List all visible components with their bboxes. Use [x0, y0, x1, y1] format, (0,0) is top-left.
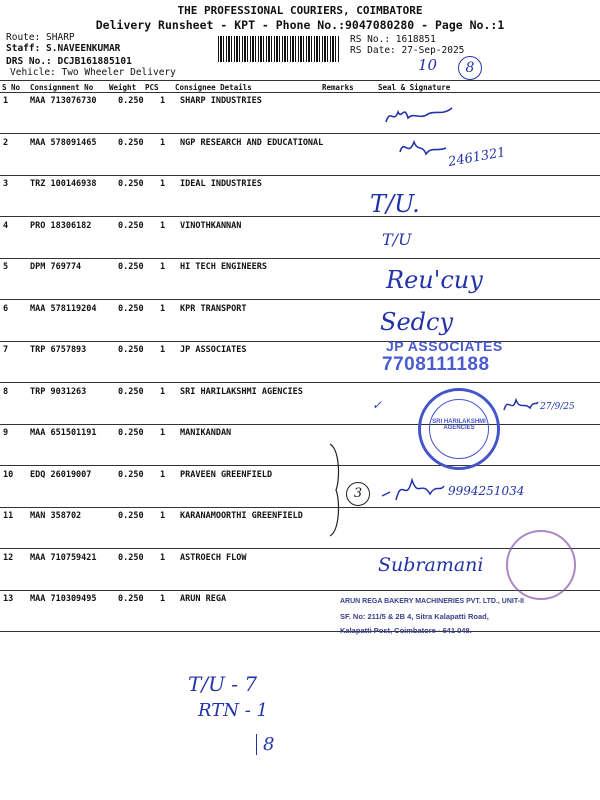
col-sno: S No [2, 83, 21, 92]
row-divider [0, 216, 600, 217]
row-divider [0, 507, 600, 508]
row-sno: 13 [3, 594, 14, 604]
row-pcs: 1 [160, 345, 166, 355]
row-pcs: 1 [160, 221, 166, 231]
row-pcs: 1 [160, 470, 166, 480]
row-sno: 9 [3, 428, 9, 438]
round-seal-row8-text: SRI HARILAKSHMI AGENCIES [432, 419, 486, 431]
stamp-row13-line2: SF. No: 211/5 & 2B 4, Sitra Kalapatti Road, [340, 612, 489, 621]
row-pcs: 1 [160, 511, 166, 521]
table-row [0, 511, 600, 525]
row-weight: 0.250 [118, 428, 144, 438]
stamp-row7-phone: 7708111188 [382, 354, 490, 375]
row-sno: 8 [3, 387, 9, 397]
stamp-row7-name: JP ASSOCIATES [386, 338, 503, 354]
row-consignment-no: EDQ 26019007 [30, 470, 92, 480]
bracket-mark [326, 440, 346, 540]
row-sno: 11 [3, 511, 14, 521]
col-signature: Seal & Signature [378, 83, 451, 92]
bracket-circled-note: 3 [346, 482, 370, 506]
row-consignee: SHARP INDUSTRIES [180, 96, 262, 106]
row-pcs: 1 [160, 553, 166, 563]
round-seal-row12 [506, 530, 576, 600]
row-sno: 4 [3, 221, 9, 231]
row-consignee: IDEAL INDUSTRIES [180, 179, 262, 189]
row-consignee: HI TECH ENGINEERS [180, 262, 267, 272]
signature-row10-phone: 9994251034 [448, 484, 525, 498]
row-consignee: MANIKANDAN [180, 428, 232, 438]
row-weight: 0.250 [118, 179, 144, 189]
vehicle-label: Vehicle: Two Wheeler Delivery [10, 67, 176, 78]
signature-row4: T/U [382, 230, 412, 249]
row-weight: 0.250 [118, 387, 144, 397]
row-consignment-no: PRO 18306182 [30, 221, 92, 231]
barcode [218, 36, 340, 62]
table-row [0, 470, 600, 484]
row-consignment-no: MAA 578091465 [30, 138, 97, 148]
row-sno: 1 [3, 96, 9, 106]
row-consignment-no: MAA 713076730 [30, 96, 97, 106]
signature-row8 [500, 392, 540, 418]
company-title: THE PROFESSIONAL COURIERS, COIMBATORE [177, 4, 423, 17]
handwritten-count-note: 10 [418, 56, 438, 74]
row-pcs: 1 [160, 304, 166, 314]
table-row [0, 304, 600, 318]
table-row [0, 221, 600, 235]
table-row [0, 345, 600, 359]
row-sno: 5 [3, 262, 9, 272]
row-divider [0, 258, 600, 259]
row-pcs: 1 [160, 179, 166, 189]
table-row [0, 138, 600, 152]
drs-number: DRS No.: DCJB161885101 [6, 56, 132, 67]
row-weight: 0.250 [118, 345, 144, 355]
route-label: Route: SHARP [6, 32, 75, 43]
col-weight: Weight [109, 83, 137, 92]
row-divider [0, 299, 600, 300]
row-consignee: JP ASSOCIATES [180, 345, 247, 355]
table-row [0, 96, 600, 110]
table-row [0, 428, 600, 442]
signature-row2-number: 2461321 [447, 145, 507, 170]
row-divider [0, 175, 600, 176]
bottom-note-total: 8 [256, 734, 274, 755]
row-consignee: PRAVEEN GREENFIELD [180, 470, 273, 480]
signature-row8-date: 27/9/25 [540, 402, 575, 412]
row-sno: 2 [3, 138, 9, 148]
bottom-note-rtn: RTN - 1 [198, 700, 268, 721]
row-consignee: ASTROECH FLOW [180, 553, 247, 563]
row-consignment-no: TRP 9031263 [30, 387, 87, 397]
row-pcs: 1 [160, 594, 166, 604]
row-divider [0, 382, 600, 383]
row-divider [0, 341, 600, 342]
row-divider [0, 590, 600, 591]
col-consignment: Consignment No [30, 83, 94, 92]
bottom-note-tu: T/U - 7 [188, 672, 258, 696]
row-divider [0, 133, 600, 134]
row-divider [0, 465, 600, 466]
row-consignment-no: MAN 358702 [30, 511, 82, 521]
row-sno: 3 [3, 179, 9, 189]
signature-row3: T/U. [370, 190, 420, 218]
rs-date: RS Date: 27-Sep-2025 [350, 45, 465, 56]
row-sno: 12 [3, 553, 14, 563]
row-sno: 10 [3, 470, 14, 480]
row-consignment-no: DPM 769774 [30, 262, 82, 272]
row-weight: 0.250 [118, 262, 144, 272]
row-pcs: 1 [160, 428, 166, 438]
signature-row1 [380, 100, 460, 130]
row-consignee: NGP RESEARCH AND EDUCATIONAL [180, 138, 324, 148]
col-remarks: Remarks [322, 83, 354, 92]
signature-row12: Subramani [378, 554, 484, 576]
row-sno: 7 [3, 345, 9, 355]
row-weight: 0.250 [118, 221, 144, 231]
row-weight: 0.250 [118, 96, 144, 106]
stamp-row13-line3: Kalapatti Post, Coimbatore - 641 048. [340, 626, 472, 635]
handwritten-circled-count: 8 [458, 56, 482, 80]
row-consignee: SRI HARILAKSHMI AGENCIES [180, 387, 303, 397]
header-bottom-border [0, 92, 600, 93]
col-consignee: Consignee Details [175, 83, 252, 92]
row-consignment-no: MAA 710309495 [30, 594, 97, 604]
stamp-row13-line1: ARUN REGA BAKERY MACHINERIES PVT. LTD., UNIT-II [340, 598, 524, 605]
row-consignment-no: TRP 6757893 [30, 345, 87, 355]
row-pcs: 1 [160, 138, 166, 148]
row-weight: 0.250 [118, 553, 144, 563]
signature-row5: Reu'cuy [386, 266, 483, 294]
row-divider [0, 631, 600, 632]
row-consignment-no: MAA 651501191 [30, 428, 97, 438]
row-consignee: VINOTHKANNAN [180, 221, 242, 231]
row-consignment-no: MAA 578119204 [30, 304, 97, 314]
row-weight: 0.250 [118, 470, 144, 480]
table-row [0, 179, 600, 193]
row-weight: 0.250 [118, 511, 144, 521]
table-top-border [0, 80, 600, 81]
signature-row10 [378, 470, 448, 510]
row-pcs: 1 [160, 96, 166, 106]
row-consignee: ARUN REGA [180, 594, 227, 604]
row-consignment-no: MAA 710759421 [30, 553, 97, 563]
row-weight: 0.250 [118, 304, 144, 314]
row-divider [0, 424, 600, 425]
row-consignee: KARANAMOORTHI GREENFIELD [180, 511, 303, 521]
row-weight: 0.250 [118, 138, 144, 148]
col-pcs: PCS [145, 83, 159, 92]
round-seal-row8 [418, 388, 500, 470]
runsheet-subtitle: Delivery Runsheet - KPT - Phone No.:9047080280 - Page No.:1 [95, 18, 505, 32]
table-row [0, 262, 600, 276]
row-consignment-no: TRZ 100146938 [30, 179, 97, 189]
row-pcs: 1 [160, 387, 166, 397]
row-weight: 0.250 [118, 594, 144, 604]
staff-label: Staff: S.NAVEENKUMAR [6, 43, 121, 54]
signature-row6: Sedcy [380, 308, 454, 336]
row-sno: 6 [3, 304, 9, 314]
tick-mark-row8: ✓ [372, 398, 383, 412]
row-pcs: 1 [160, 262, 166, 272]
rs-number: RS No.: 1618851 [350, 34, 436, 45]
row-consignee: KPR TRANSPORT [180, 304, 247, 314]
